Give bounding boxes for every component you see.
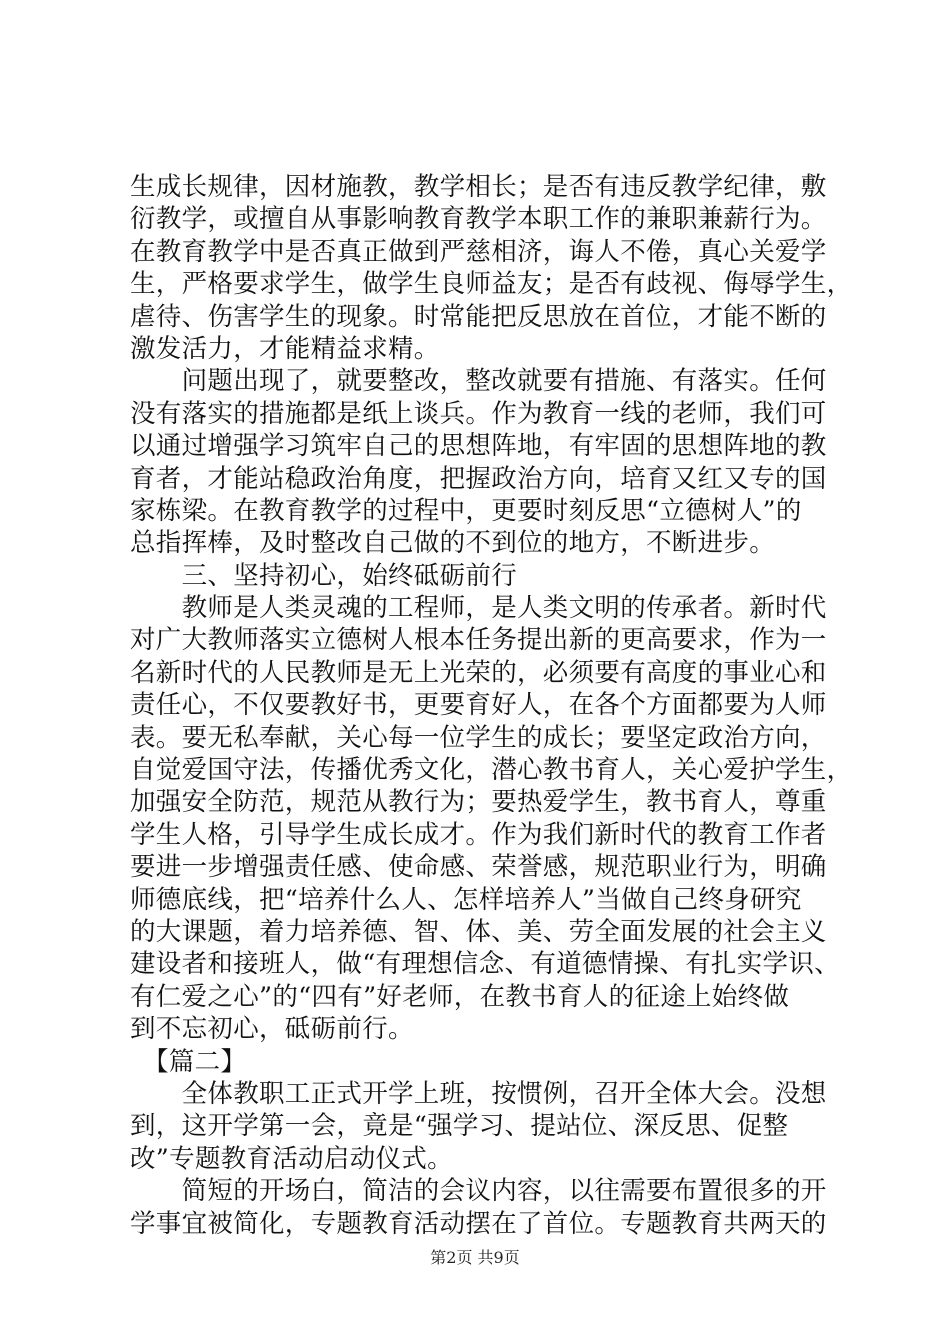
text-line: 生，严格要求学生，做学生良师益友；是否有歧视、侮辱学生， xyxy=(130,269,853,300)
text-line: 衍教学，或擅自从事影响教育教学本职工作的兼职兼薪行为。 xyxy=(130,204,827,235)
text-line: 以通过增强学习筑牢自己的思想阵地，有牢固的思想阵地的教 xyxy=(130,431,827,462)
text-line: 家栋梁。在教育教学的过程中，更要时刻反思“立德树人”的 xyxy=(130,495,802,526)
text-line: 育者，才能站稳政治角度，把握政治方向，培育又红又专的国 xyxy=(130,463,827,494)
page-footer: 第2页 共9页 xyxy=(430,1248,520,1267)
text-line: 总指挥棒，及时整改自己做的不到位的地方，不断进步。 xyxy=(130,528,776,559)
text-line: 要进一步增强责任感、使命感、荣誉感，规范职业行为，明确 xyxy=(130,852,827,883)
text-line: 表。要无私奉献，关心每一位学生的成长；要坚定政治方向， xyxy=(130,722,827,753)
text-line: 三、坚持初心，始终砥砺前行 xyxy=(130,560,518,591)
text-line: 学事宜被简化，专题教育活动摆在了首位。专题教育共两天的 xyxy=(130,1208,827,1239)
text-line: 虐待、伤害学生的现象。时常能把反思放在首位，才能不断的 xyxy=(130,301,827,332)
text-line: 改”专题教育活动启动仪式。 xyxy=(130,1143,453,1174)
text-line: 建设者和接班人，做“有理想信念、有道德情操、有扎实学识、 xyxy=(130,949,840,980)
text-line: 对广大教师落实立德树人根本任务提出新的更高要求，作为一 xyxy=(130,625,827,656)
text-line: 问题出现了，就要整改，整改就要有措施、有落实。任何 xyxy=(130,366,827,397)
text-line: 全体教职工正式开学上班，按惯例，召开全体大会。没想 xyxy=(130,1078,827,1109)
text-line: 责任心，不仅要教好书，更要育好人，在各个方面都要为人师 xyxy=(130,690,827,721)
text-line: 在教育教学中是否真正做到严慈相济，诲人不倦，真心关爱学 xyxy=(130,236,827,267)
text-line: 师德底线，把“培养什么人、怎样培养人”当做自己终身研究 xyxy=(130,884,802,915)
body-text xyxy=(130,171,853,1240)
text-line: 的大课题，着力培养德、智、体、美、劳全面发展的社会主义 xyxy=(130,916,827,947)
text-line: 到，这开学第一会，竟是“强学习、提站位、深反思、促整 xyxy=(130,1111,789,1142)
text-line: 到不忘初心，砥砺前行。 xyxy=(130,1014,414,1045)
text-line: 生成长规律，因材施教，教学相长；是否有违反教学纪律，敷 xyxy=(130,172,827,202)
text-line: 有仁爱之心”的“四有”好老师，在教书育人的征途上始终做 xyxy=(130,981,790,1012)
text-line: 简短的开场白，简洁的会议内容，以往需要布置很多的开 xyxy=(130,1176,827,1207)
text-line: 【篇二】 xyxy=(130,1046,247,1077)
text-line: 学生人格，引导学生成长成才。作为我们新时代的教育工作者 xyxy=(130,819,827,850)
text-line: 激发活力，才能精益求精。 xyxy=(130,333,440,364)
text-line: 加强安全防范，规范从教行为；要热爱学生，教书育人，尊重 xyxy=(130,787,827,818)
text-line: 自觉爱国守法，传播优秀文化，潜心教书育人，关心爱护学生， xyxy=(130,755,853,786)
text-line: 名新时代的人民教师是无上光荣的，必须要有高度的事业心和 xyxy=(130,657,827,688)
text-line: 没有落实的措施都是纸上谈兵。作为教育一线的老师，我们可 xyxy=(130,398,827,429)
text-line: 教师是人类灵魂的工程师，是人类文明的传承者。新时代 xyxy=(130,593,827,624)
